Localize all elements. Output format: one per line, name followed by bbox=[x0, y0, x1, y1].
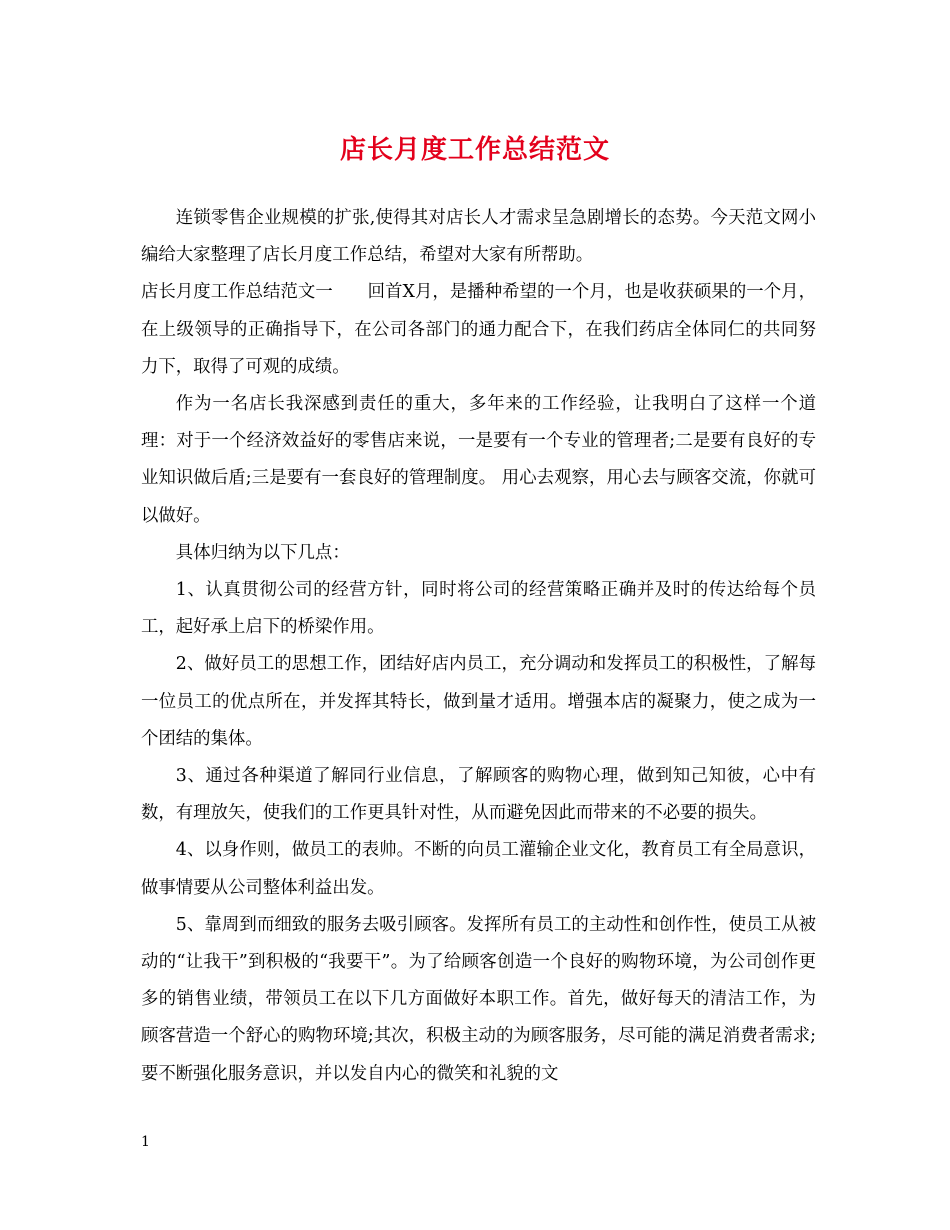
list-item-paragraph: 2、做好员工的思想工作，团结好店内员工，充分调动和发挥员工的积极性，了解每一位员工的优点所在，并发挥其特长，做到量才适用。增强本店的凝聚力，使之成为一个团结的集体。 bbox=[141, 654, 816, 749]
document-body bbox=[141, 200, 816, 1093]
list-item-paragraph: 5、靠周到而细致的服务去吸引顾客。发挥所有员工的主动性和创作性，使员工从被动的“让我干”到积极的“我要干”。为了给顾客创造一个良好的购物环境，为公司创作更多的销售业绩，带领员工在以下几方面做好本职工作。首先，做好每天的清洁工作，为顾客营造一个舒心的购物环境;其次，积极主动的为顾客服务，尽可能的满足消费者需求;要不断强化服务意识，并以发自内心的微笑和礼貌的文 bbox=[141, 914, 816, 1084]
page-number: 1 bbox=[141, 1134, 150, 1150]
list-item-paragraph: 3、通过各种渠道了解同行业信息，了解顾客的购物心理，做到知己知彼，心中有数，有理放矢，使我们的工作更具针对性，从而避免因此而带来的不必要的损失。 bbox=[141, 766, 816, 824]
list-item-paragraph: 1、认真贯彻公司的经营方针，同时将公司的经营策略正确并及时的传达给每个员工，起好承上启下的桥梁作用。 bbox=[141, 580, 816, 638]
list-item-paragraph: 4、以身作则，做员工的表帅。不断的向员工灌输企业文化，教育员工有全局意识，做事情要从公司整体利益出发。 bbox=[141, 840, 816, 898]
document-title: 店长月度工作总结范文 bbox=[339, 135, 610, 165]
list-intro-paragraph: 具体归纳为以下几点： bbox=[175, 542, 350, 563]
section-one-paragraph: 店长月度工作总结范文一 回首X月，是播种希望的一个月，也是收获硕果的一个月，在上级领导的正确指导下，在公司各部门的通力配合下，在我们药店全体同仁的共同努力下，取得了可观的成绩。 bbox=[141, 282, 816, 377]
intro-paragraph: 连锁零售企业规模的扩张,使得其对店长人才需求呈急剧增长的态势。今天范文网小编给大家整理了店长月度工作总结，希望对大家有所帮助。 bbox=[141, 208, 816, 266]
body-paragraph: 作为一名店长我深感到责任的重大，多年来的工作经验，让我明白了这样一个道理：对于一个经济效益好的零售店来说，一是要有一个专业的管理者;二是要有良好的专业知识做后盾;三是要有一套良好的管理制度。 用心去观察，用心去与顾客交流，你就可以做好。 bbox=[141, 394, 816, 526]
